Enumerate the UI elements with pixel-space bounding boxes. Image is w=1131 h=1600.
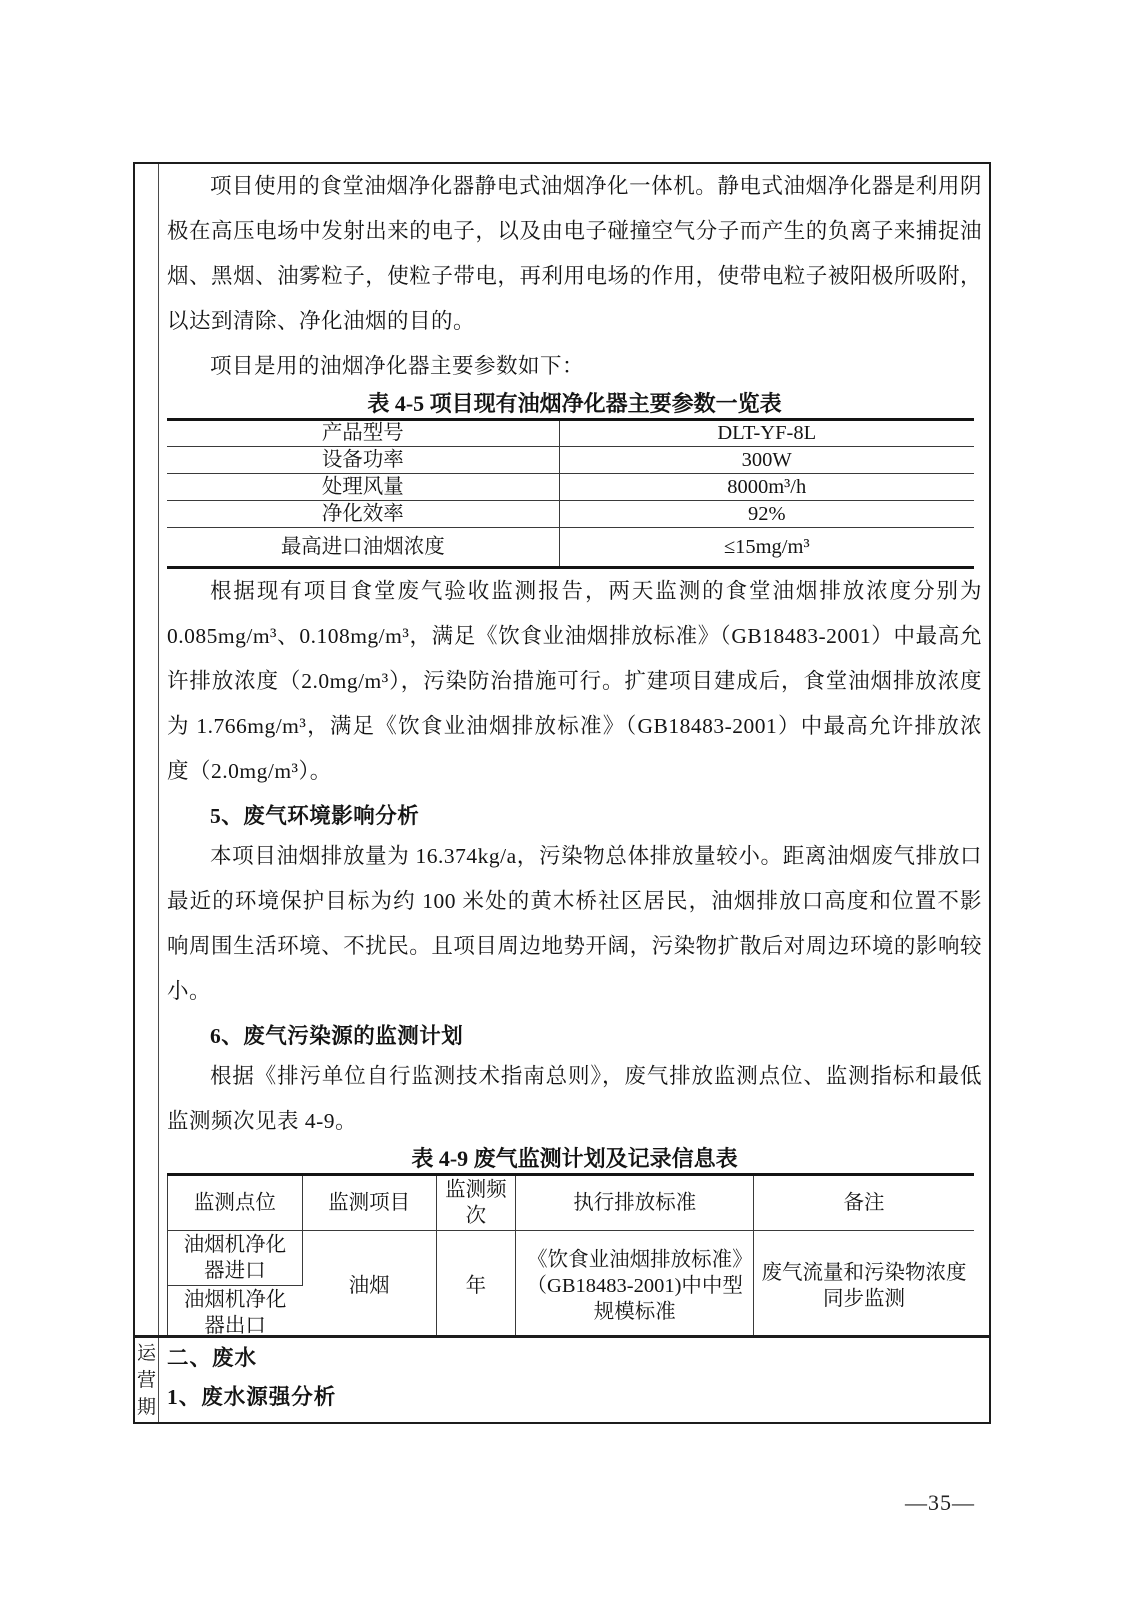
paragraph-impact-analysis: 本项目油烟排放量为 16.374kg/a，污染物总体排放量较小。距离油烟废气排放口最近的环境保护目标为约 100 米处的黄木桥社区居民，油烟排放口高度和位置不影响周围生活环境、不扰民。且项目周边地势开阔，污染物扩散后对周边环境的影响较小。 xyxy=(167,844,982,1003)
section-2-sub-heading: 1、废水源强分析 xyxy=(167,1385,337,1409)
report-row-waste-gas xyxy=(135,164,989,1338)
table-4-5-title: 表 4-5 项目现有油烟净化器主要参数一览表 xyxy=(367,391,782,416)
table-row xyxy=(167,447,974,474)
content-cell xyxy=(159,164,989,1335)
row-label-operation-period: 运营期 xyxy=(135,1338,159,1422)
table-row xyxy=(167,501,974,528)
col-header-standard: 执行排放标准 xyxy=(516,1175,754,1231)
monitor-point-outlet: 油烟机净化器出口 xyxy=(183,1289,287,1335)
param-label: 处理风量 xyxy=(167,474,559,501)
table-row xyxy=(168,1231,974,1286)
param-value: ≤15mg/m³ xyxy=(559,528,974,568)
heading-5-waste-gas-impact: 5、废气环境影响分析 xyxy=(210,804,420,828)
monitor-note: 废气流量和污染物浓度同步监测 xyxy=(761,1261,967,1310)
param-label: 净化效率 xyxy=(167,501,559,528)
param-label: 设备功率 xyxy=(167,447,559,474)
table-4-5 xyxy=(167,418,974,569)
param-value: 300W xyxy=(559,447,974,474)
paragraph-monitoring-plan-intro: 根据《排污单位自行监测技术指南总则》，废气排放监测点位、监测指标和最低监测频次见表 4-9。 xyxy=(167,1064,982,1133)
col-header-item: 监测项目 xyxy=(302,1175,436,1231)
monitor-item: 油烟 xyxy=(302,1231,436,1336)
heading-6-monitoring-plan: 6、废气污染源的监测计划 xyxy=(210,1024,464,1048)
param-value: 8000m³/h xyxy=(559,474,974,501)
col-header-frequency: 监测频次 xyxy=(436,1175,516,1231)
col-header-point: 监测点位 xyxy=(168,1175,303,1231)
param-value: 92% xyxy=(559,501,974,528)
monitor-frequency: 年 xyxy=(436,1231,516,1336)
table-4-9 xyxy=(167,1173,974,1335)
table-header-row xyxy=(168,1175,974,1231)
row-label-gutter-empty xyxy=(135,164,159,1335)
table-row xyxy=(167,474,974,501)
monitor-point-inlet: 油烟机净化器进口 xyxy=(168,1231,303,1286)
report-frame xyxy=(133,162,991,1424)
report-row-waste-water xyxy=(135,1338,989,1422)
table-4-9-title: 表 4-9 废气监测计划及记录信息表 xyxy=(411,1146,738,1171)
paragraph-parameters-intro: 项目是用的油烟净化器主要参数如下： xyxy=(210,354,585,378)
content-cell-waste-water xyxy=(159,1338,989,1422)
table-row xyxy=(167,528,974,568)
paragraph-monitoring-report: 根据现有项目食堂废气验收监测报告，两天监测的食堂油烟排放浓度分别为0.085mg/m³、0.108mg/m³，满足《饮食业油烟排放标准》（GB18483-2001）中最高允许排放浓度（2.0mg/m³），污染防治措施可行。扩建项目建成后，食堂油烟排放浓度为 1.766mg/m³，满足《饮食业油烟排放标准》（GB18483-2001）中最高允许排放浓度（2.0mg/m³）。 xyxy=(167,579,982,783)
param-value: DLT-YF-8L xyxy=(717,422,817,444)
param-label: 最高进口油烟浓度 xyxy=(167,528,559,568)
paragraph-purifier-principle: 项目使用的食堂油烟净化器静电式油烟净化一体机。静电式油烟净化器是利用阴极在高压电场中发射出来的电子，以及由电子碰撞空气分子而产生的负离子来捕捉油烟、黑烟、油雾粒子，使粒子带电，再利用电场的作用，使带电粒子被阳极所吸附，以达到清除、净化油烟的目的。 xyxy=(167,174,982,333)
monitor-standard: 《饮食业油烟排放标准》（GB18483-2001)中中型规模标准 xyxy=(516,1231,754,1336)
page-number: —35— xyxy=(905,1490,975,1515)
section-2-waste-water-title: 二、废水 xyxy=(167,1346,258,1370)
table-row xyxy=(167,420,974,447)
col-header-remark: 备注 xyxy=(754,1175,974,1231)
param-label: 产品型号 xyxy=(167,420,559,447)
